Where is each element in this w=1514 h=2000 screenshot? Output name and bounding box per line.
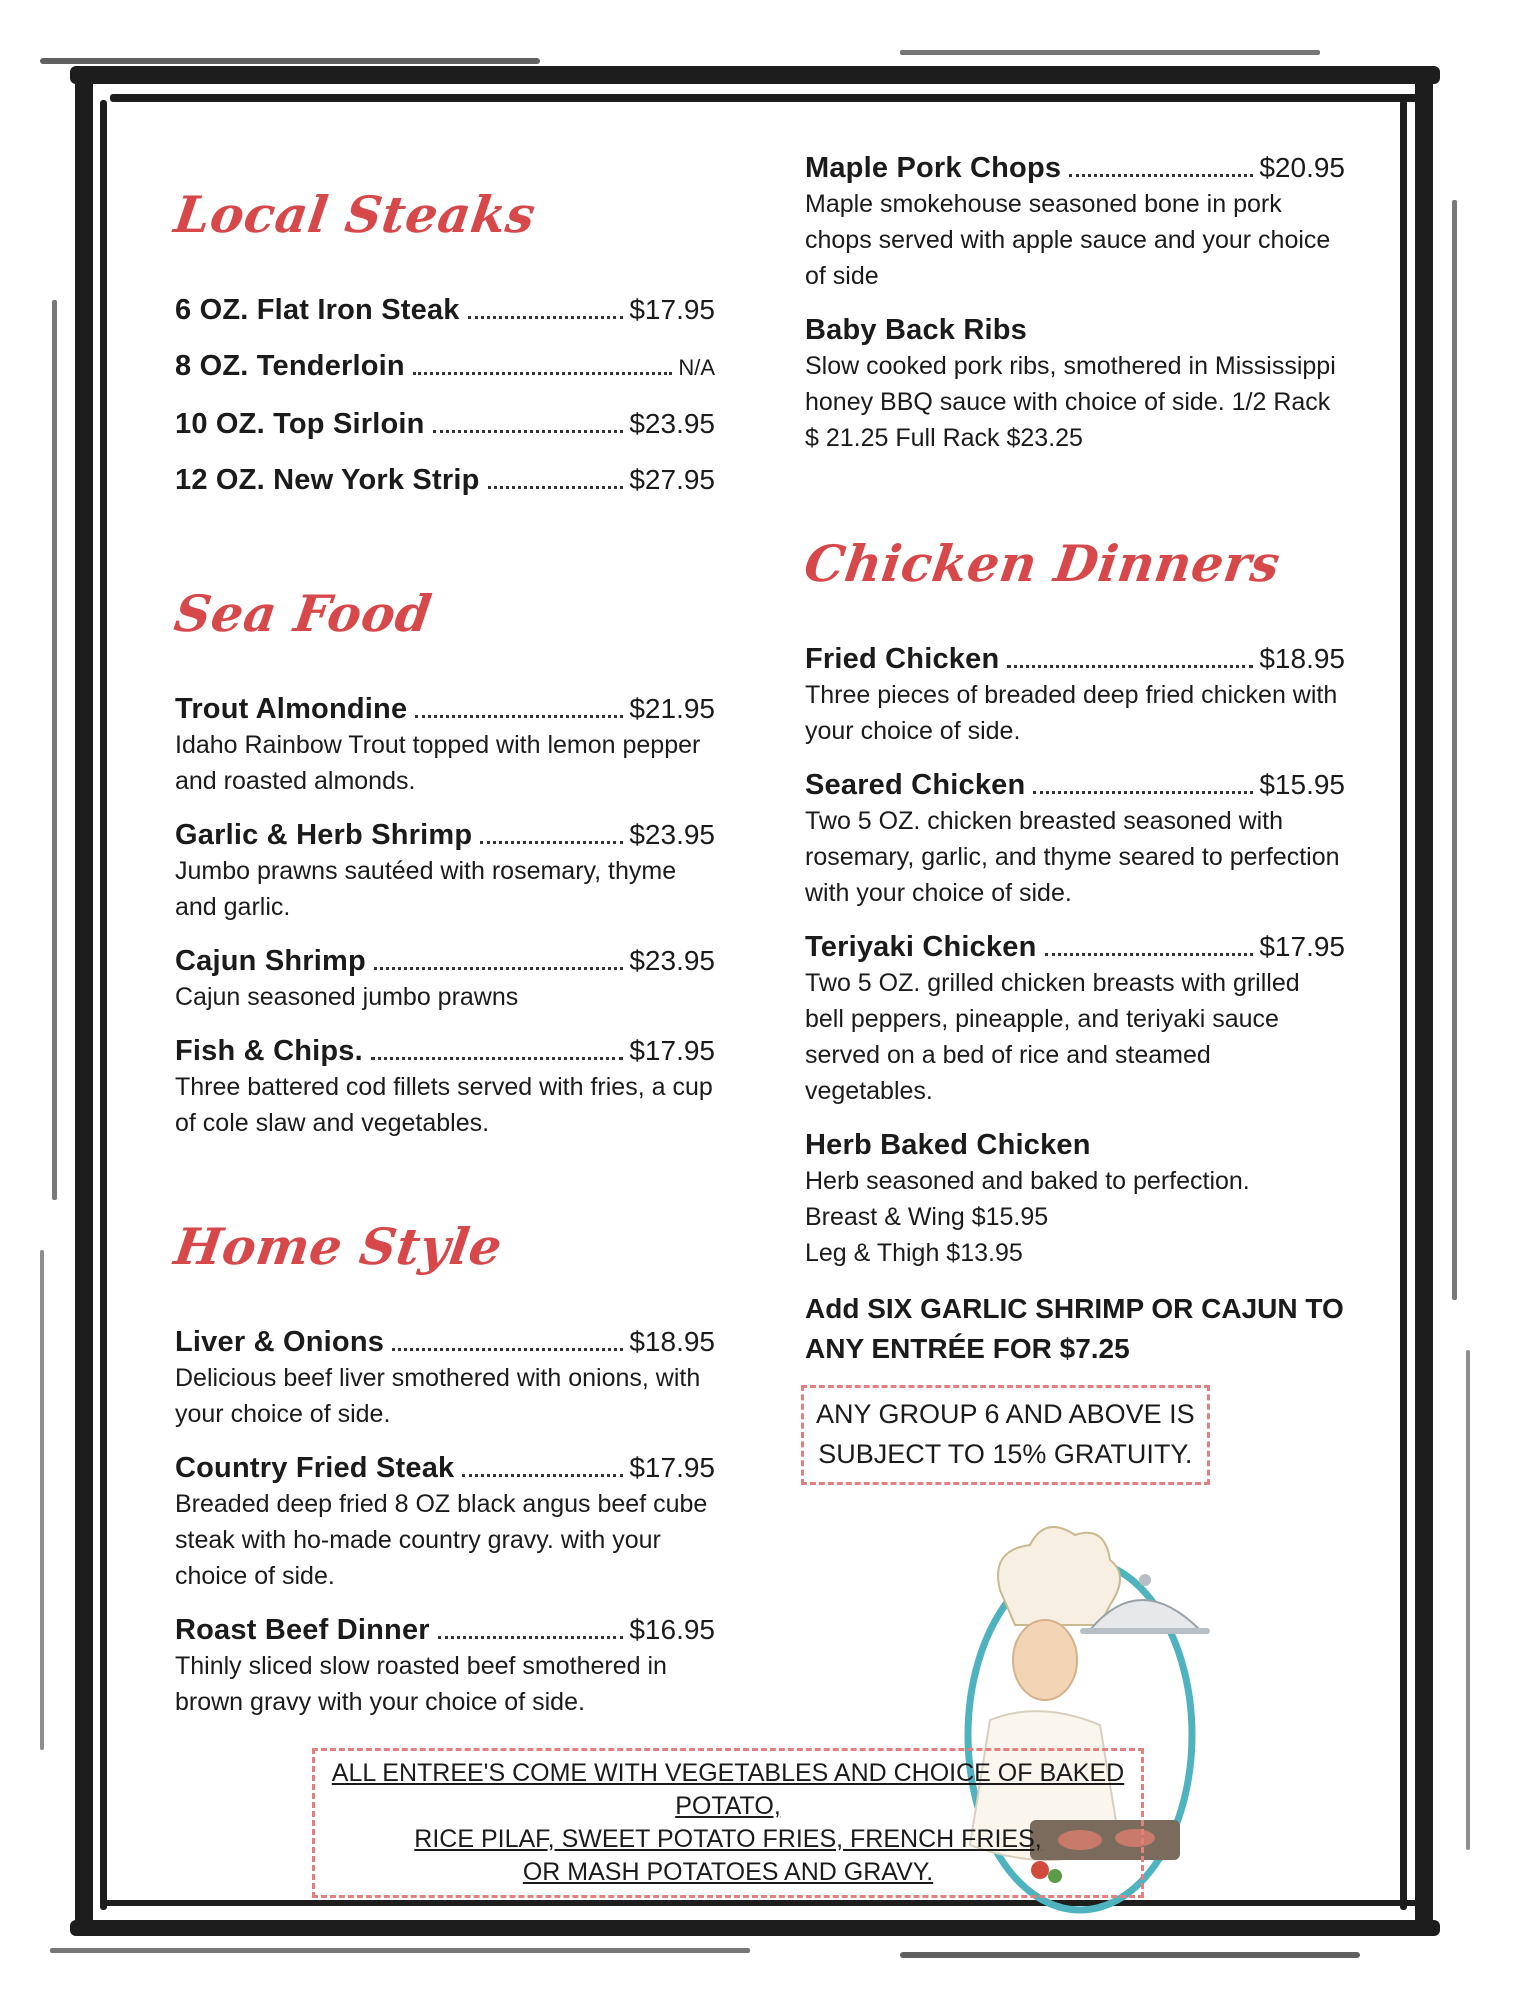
leader-dots xyxy=(433,430,624,433)
item-description: Slow cooked pork ribs, smothered in Mississippi honey BBQ sauce with choice of side. 1/2 Rack $ 21.25 Full Rack $23.25 xyxy=(805,352,1336,452)
addon-line: Add SIX GARLIC SHRIMP OR CAJUN TO xyxy=(805,1293,1344,1324)
leader-dots xyxy=(480,841,623,844)
leader-dots xyxy=(1007,665,1253,668)
leader-dots xyxy=(468,316,624,319)
item-description: Thinly sliced slow roasted beef smothered in brown gravy with your choice of side. xyxy=(175,1652,667,1716)
section-title-local-steaks: Local Steaks xyxy=(170,185,540,244)
menu-item xyxy=(175,462,715,498)
section-title-chicken-dinners: Chicken Dinners xyxy=(800,534,1284,593)
item-description: Two 5 OZ. chicken breasted seasoned with rosemary, garlic, and thyme seared to perfection with your choice of side. xyxy=(805,807,1340,907)
item-description: Breaded deep fried 8 OZ black angus beef cube steak with ho-made country gravy. with your choice of side. xyxy=(175,1490,708,1590)
item-name: Teriyaki Chicken xyxy=(805,931,1037,963)
menu-item xyxy=(175,817,715,925)
menu-item xyxy=(175,1612,715,1720)
item-description: Three pieces of breaded deep fried chicken with your choice of side. xyxy=(805,681,1338,745)
item-description: Three battered cod fillets served with fries, a cup of cole slaw and vegetables. xyxy=(175,1073,713,1137)
right-column xyxy=(800,150,1345,1485)
item-name: Baby Back Ribs xyxy=(805,314,1027,346)
section-title-home-style: Home Style xyxy=(170,1217,506,1276)
gratuity-note xyxy=(801,1385,1210,1485)
menu-item xyxy=(805,1127,1345,1271)
menu-item xyxy=(805,312,1345,456)
item-price: $23.95 xyxy=(629,408,715,439)
item-option: Breast & Wing $15.95 xyxy=(805,1203,1049,1231)
section-title-sea-food: Sea Food xyxy=(170,584,436,643)
item-description: Herb seasoned and baked to perfection. xyxy=(805,1167,1250,1195)
leader-dots xyxy=(415,715,623,718)
sides-note xyxy=(312,1748,1144,1898)
sides-line: RICE PILAF, SWEET POTATO FRIES, FRENCH FRIES, xyxy=(414,1825,1042,1853)
addon-note xyxy=(805,1289,1345,1369)
leader-dots xyxy=(462,1474,623,1477)
item-name: Cajun Shrimp xyxy=(175,945,366,977)
menu-item xyxy=(805,929,1345,1109)
item-price: $21.95 xyxy=(629,693,715,724)
item-description: Jumbo prawns sautéed with rosemary, thyme and garlic. xyxy=(175,857,677,921)
item-description: Idaho Rainbow Trout topped with lemon pepper and roasted almonds. xyxy=(175,731,701,795)
item-name: Garlic & Herb Shrimp xyxy=(175,819,473,851)
item-name: Country Fried Steak xyxy=(175,1452,455,1484)
item-name: 12 OZ. New York Strip xyxy=(175,464,480,496)
item-description: Delicious beef liver smothered with onions, with your choice of side. xyxy=(175,1364,701,1428)
item-price: $17.95 xyxy=(629,294,715,325)
menu-item xyxy=(805,641,1345,749)
menu-item xyxy=(175,292,715,328)
gratuity-line: ANY GROUP 6 AND ABOVE IS xyxy=(816,1399,1195,1429)
menu-item xyxy=(805,767,1345,911)
leader-dots xyxy=(413,372,672,375)
item-name: Fried Chicken xyxy=(805,643,1000,675)
addon-line: ANY ENTRÉE FOR $7.25 xyxy=(805,1333,1130,1364)
leader-dots xyxy=(438,1636,624,1639)
item-description: Two 5 OZ. grilled chicken breasts with grilled bell peppers, pineapple, and teriyaki sauce served on a bed of rice and steamed vegetables. xyxy=(805,969,1300,1105)
item-price: $18.95 xyxy=(1259,643,1345,674)
menu-item xyxy=(175,406,715,442)
item-price: $18.95 xyxy=(629,1326,715,1357)
sides-line: ALL ENTREE'S COME WITH VEGETABLES AND CHOICE OF BAKED POTATO, xyxy=(331,1759,1125,1820)
item-price: $27.95 xyxy=(629,464,715,495)
item-description: Cajun seasoned jumbo prawns xyxy=(175,983,519,1011)
item-name: Trout Almondine xyxy=(175,693,408,725)
leader-dots xyxy=(488,486,624,489)
menu-item xyxy=(175,691,715,799)
item-name: Maple Pork Chops xyxy=(805,152,1062,184)
item-price: $17.95 xyxy=(629,1452,715,1483)
item-price: $20.95 xyxy=(1259,152,1345,183)
leader-dots xyxy=(374,967,623,970)
leader-dots xyxy=(1069,174,1253,177)
leader-dots xyxy=(371,1057,623,1060)
menu-item xyxy=(805,150,1345,294)
item-description: Maple smokehouse seasoned bone in pork chops served with apple sauce and your choice of side xyxy=(805,190,1331,290)
menu-item xyxy=(175,348,715,386)
gratuity-line: SUBJECT TO 15% GRATUITY. xyxy=(818,1439,1193,1469)
menu-item xyxy=(175,1033,715,1141)
item-name: Herb Baked Chicken xyxy=(805,1129,1091,1161)
item-price: $23.95 xyxy=(629,819,715,850)
menu-item xyxy=(175,1324,715,1432)
item-price: $16.95 xyxy=(629,1614,715,1645)
item-price: $23.95 xyxy=(629,945,715,976)
item-name: 10 OZ. Top Sirloin xyxy=(175,408,425,440)
leader-dots xyxy=(1033,791,1253,794)
menu-item xyxy=(175,943,715,1015)
item-price: $17.95 xyxy=(629,1035,715,1066)
left-column xyxy=(170,185,715,1738)
item-option: Leg & Thigh $13.95 xyxy=(805,1239,1023,1267)
item-name: Liver & Onions xyxy=(175,1326,385,1358)
menu-item xyxy=(175,1450,715,1594)
item-name: 6 OZ. Flat Iron Steak xyxy=(175,294,460,326)
leader-dots xyxy=(1045,953,1254,956)
item-name: Fish & Chips. xyxy=(175,1035,363,1067)
item-price: N/A xyxy=(678,355,715,380)
item-name: 8 OZ. Tenderloin xyxy=(175,350,405,382)
item-price: $17.95 xyxy=(1259,931,1345,962)
sides-line: OR MASH POTATOES AND GRAVY. xyxy=(522,1858,934,1886)
item-name: Roast Beef Dinner xyxy=(175,1614,430,1646)
item-name: Seared Chicken xyxy=(805,769,1026,801)
item-price: $15.95 xyxy=(1259,769,1345,800)
leader-dots xyxy=(392,1348,623,1351)
